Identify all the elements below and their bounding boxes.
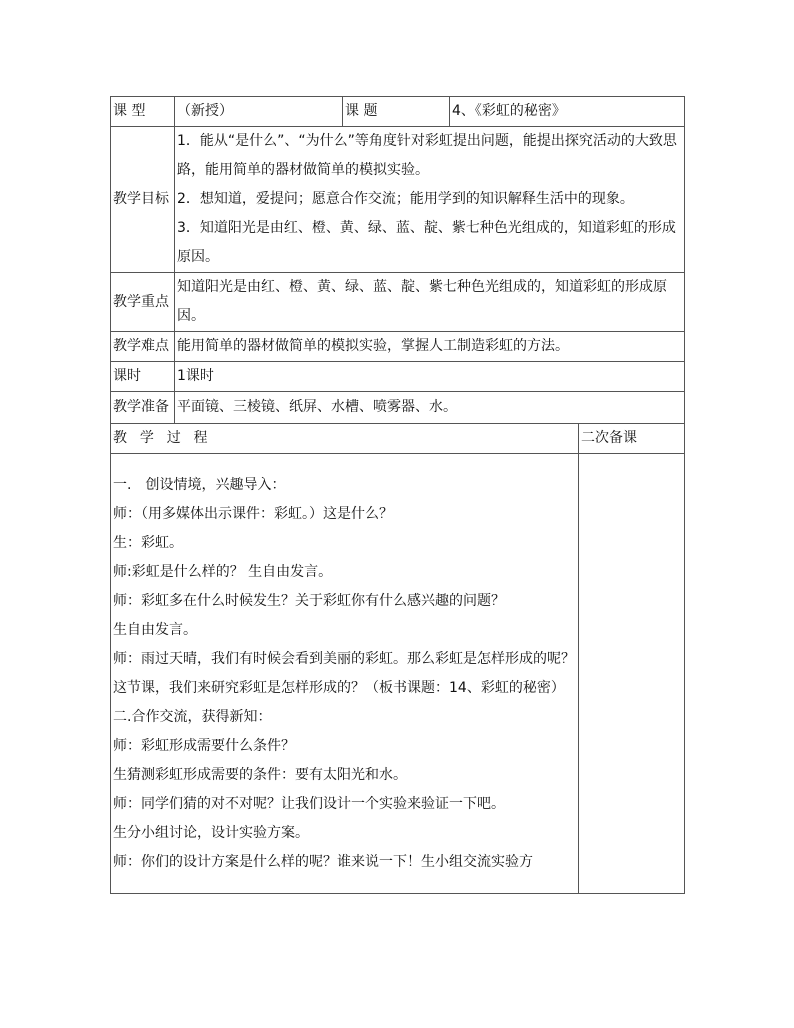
objectives-label: 教学目标 xyxy=(111,127,175,273)
process-content xyxy=(111,454,579,894)
process-line: 师：彩虹多在什么时候发生？关于彩虹你有什么感兴趣的问题？ xyxy=(113,592,505,609)
preparation-row xyxy=(111,392,685,424)
process-line: 师：（用多媒体出示课件：彩虹。）这是什么？ xyxy=(113,505,393,522)
objective-item: 1．能从“是什么”、“为什么”等角度针对彩虹提出问题，能提出探究活动的大致思路，能用简单的器材做简单的模拟实验。 xyxy=(177,133,677,178)
header-row xyxy=(111,97,685,127)
process-line: 师:彩虹是什么样的？ 生自由发言。 xyxy=(113,563,333,580)
lesson-type-value: （新授） xyxy=(175,97,343,127)
process-label: 教 学 过 程 xyxy=(111,424,579,454)
lesson-topic-value: 4、《彩虹的秘密》 xyxy=(450,97,685,127)
hours-label: 课时 xyxy=(111,362,175,392)
process-content-row xyxy=(111,454,685,894)
process-line: 师：你们的设计方案是什么样的呢？谁来说一下！生小组交流实验方 xyxy=(113,853,533,870)
process-line: 二.合作交流，获得新知： xyxy=(113,708,272,725)
process-line: 生：彩虹。 xyxy=(113,534,183,551)
objective-item: 3．知道阳光是由红、橙、黄、绿、蓝、靛、紫七种色光组成的，知道彩虹的形成原因。 xyxy=(177,220,676,265)
preparation-text: 平面镜、三棱镜、纸屏、水槽、喷雾器、水。 xyxy=(175,392,685,424)
key-points-label: 教学重点 xyxy=(111,273,175,332)
objectives-content xyxy=(175,127,685,273)
objectives-row xyxy=(111,127,685,273)
hours-row xyxy=(111,362,685,392)
key-points-row xyxy=(111,273,685,332)
objective-item: 2．想知道，爱提问；愿意合作交流；能用学到的知识解释生活中的现象。 xyxy=(177,191,634,207)
hours-text: 1课时 xyxy=(175,362,685,392)
key-points-text: 知道阳光是由红、橙、黄、绿、蓝、靛、紫七种色光组成的，知道彩虹的形成原因。 xyxy=(175,273,685,332)
process-line: 生自由发言。 xyxy=(113,621,197,638)
process-line: 师：彩虹形成需要什么条件？ xyxy=(113,737,295,754)
difficulties-text: 能用简单的器材做简单的模拟实验，掌握人工制造彩虹的方法。 xyxy=(175,332,685,362)
second-prep-label: 二次备课 xyxy=(579,424,685,454)
process-line: 一. 创设情境，兴趣导入： xyxy=(113,476,286,493)
process-line: 生分小组讨论，设计实验方案。 xyxy=(113,824,309,841)
lesson-type-label: 课 型 xyxy=(111,97,175,127)
lesson-plan-table xyxy=(110,96,685,894)
second-prep-cell xyxy=(579,454,685,894)
difficulties-label: 教学难点 xyxy=(111,332,175,362)
lesson-topic-label: 课 题 xyxy=(343,97,450,127)
process-header-row xyxy=(111,424,685,454)
process-line: 师：雨过天晴，我们有时候会看到美丽的彩虹。那么彩虹是怎样形成的呢？这节课，我们来研究彩虹是怎样形成的？（板书课题：14、彩虹的秘密） xyxy=(113,650,575,696)
preparation-label: 教学准备 xyxy=(111,392,175,424)
process-line: 师：同学们猜的对不对呢？让我们设计一个实验来验证一下吧。 xyxy=(113,795,505,812)
process-line: 生猜测彩虹形成需要的条件：要有太阳光和水。 xyxy=(113,766,407,783)
difficulties-row xyxy=(111,332,685,362)
